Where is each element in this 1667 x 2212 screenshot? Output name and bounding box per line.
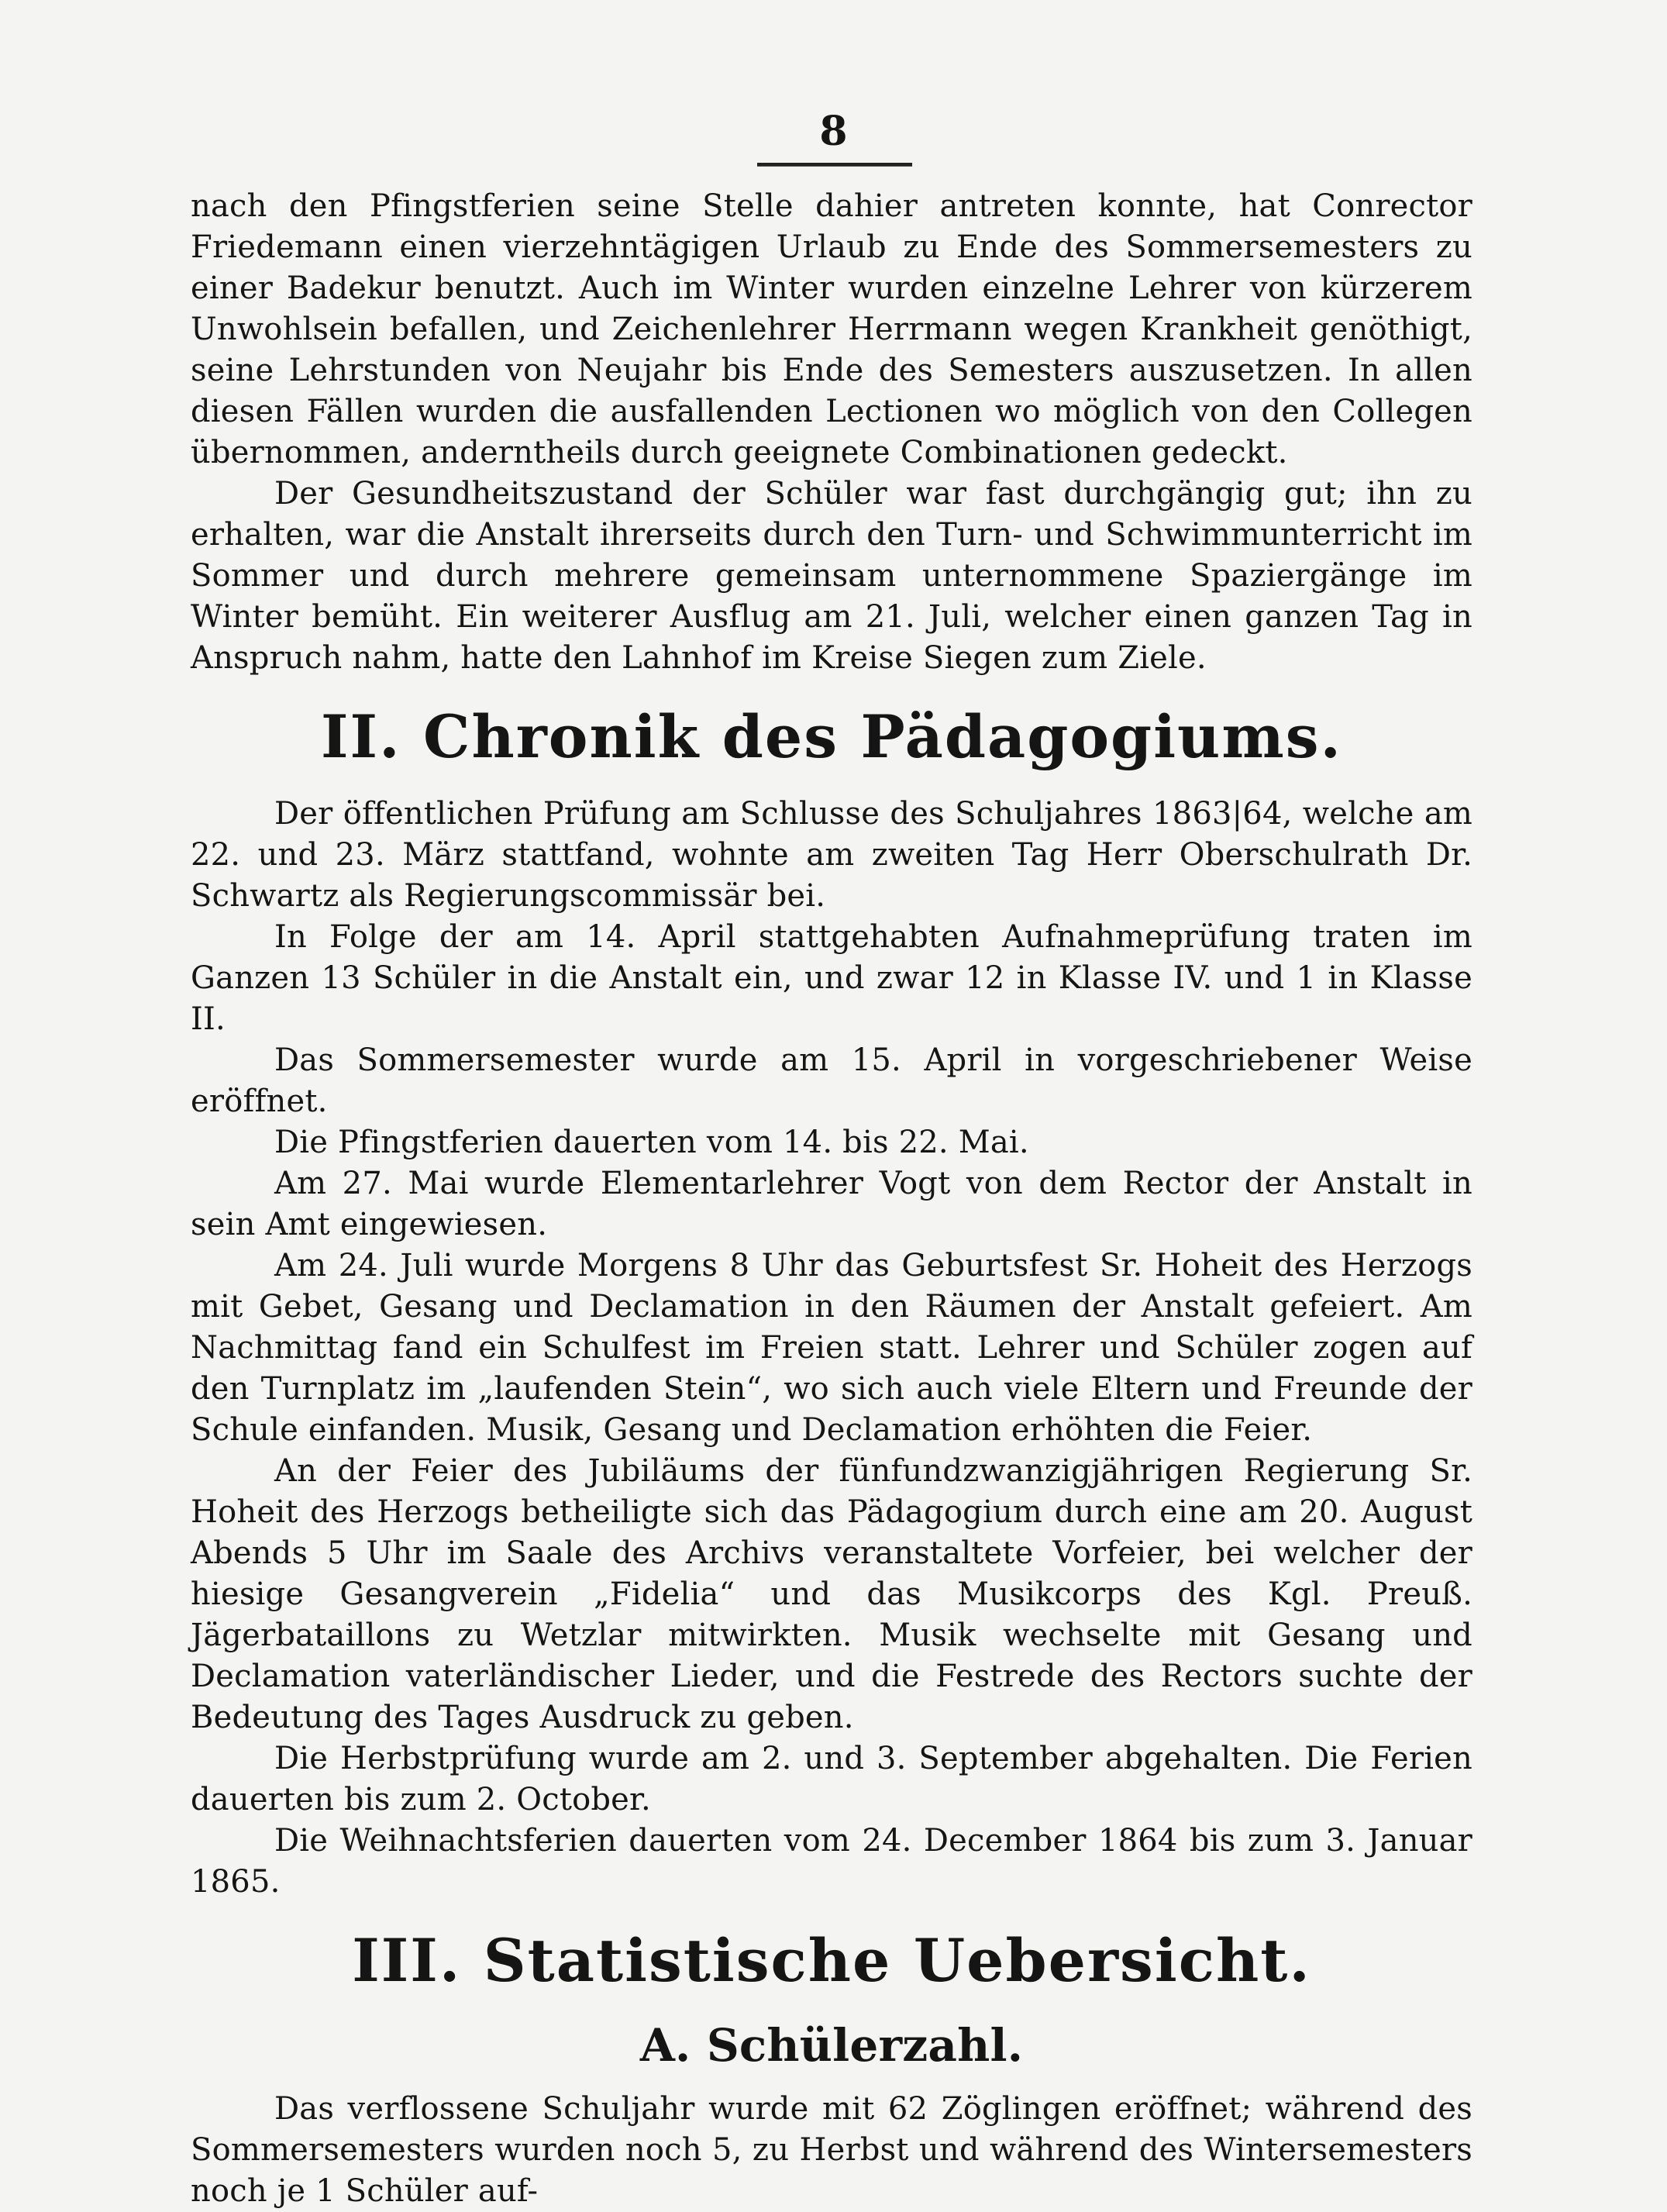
chronik-paragraph-6: Am 24. Juli wurde Morgens 8 Uhr das Geburtsfest Sr. Hoheit des Herzogs mit Gebet, Gesang und Declamation in den Räumen der Anstalt gefeiert. Am Nachmittag fand ein Schulfest im Freien statt. Lehrer und Schüler zogen auf den Turnplatz im „laufenden Stein“, wo sich auch viele Eltern und Freunde der Schule einfanden. Musik, Gesang und Declamation erhöhten die Feier. bbox=[191, 1248, 1472, 1448]
statistik-paragraph-1: Das verflossene Schuljahr wurde mit 62 Zöglingen eröffnet; während des Sommersemesters wurden noch 5, zu Herbst und während des Wintersemesters noch je 1 Schüler auf- bbox=[191, 2091, 1472, 2209]
chronik-paragraph-3: Das Sommersemester wurde am 15. April in vorgeschriebener Weise eröffnet. bbox=[191, 1042, 1472, 1119]
intro-paragraph-2: Der Gesundheitszustand der Schüler war fast durchgängig gut; ihn zu erhalten, war die Anstalt ihrerseits durch den Turn- und Schwimmunterricht im Sommer und durch mehrere gemeinsam unternommene Spaziergänge im Winter bemüht. Ein weiterer Ausflug am 21. Juli, welcher einen ganzen Tag in Anspruch nahm, hatte den Lahnhof im Kreise Siegen zum Ziele. bbox=[191, 476, 1472, 676]
intro-paragraph-1: nach den Pfingstferien seine Stelle dahier antreten konnte, hat Conrector Friedemann einen vierzehntägigen Urlaub zu Ende des Sommersemesters zu einer Badekur benutzt. Auch im Winter wurden einzelne Lehrer von kürzerem Unwohlsein befallen, und Zeichenlehrer Herrmann wegen Krankheit genöthigt, seine Lehrstunden von Neujahr bis Ende des Semesters auszusetzen. In allen diesen Fällen wurden die ausfallenden Lectionen wo möglich von den Collegen übernommen, anderntheils durch geeignete Combinationen gedeckt. bbox=[191, 188, 1472, 470]
chronik-paragraph-4: Die Pfingstferien dauerten vom 14. bis 22. Mai. bbox=[274, 1125, 1029, 1160]
chronik-paragraph-9: Die Weihnachtsferien dauerten vom 24. December 1864 bis zum 3. Januar 1865. bbox=[191, 1823, 1472, 1900]
chronik-paragraph-1: Der öffentlichen Prüfung am Schlusse des Schuljahres 1863|64, welche am 22. und 23. März stattfand, wohnte am zweiten Tag Herr Oberschulrath Dr. Schwartz als Regierungscommissär bei. bbox=[191, 796, 1472, 914]
chronik-paragraph-5: Am 27. Mai wurde Elementarlehrer Vogt von dem Rector der Anstalt in sein Amt eingewiesen. bbox=[191, 1166, 1472, 1242]
page-number-rule bbox=[757, 163, 912, 167]
subsection-title-schuelerzahl: A. Schülerzahl. bbox=[639, 2019, 1024, 2072]
page-number: 8 bbox=[819, 108, 848, 155]
chronik-paragraph-8: Die Herbstprüfung wurde am 2. und 3. September abgehalten. Die Ferien dauerten bis zum 2. October. bbox=[191, 1741, 1472, 1817]
section-title-statistik: III. Statistische Uebersicht. bbox=[352, 1926, 1311, 1995]
body-text bbox=[191, 186, 1472, 2212]
section-title-chronik: II. Chronik des Pädagogiums. bbox=[321, 702, 1342, 771]
chronik-paragraph-2: In Folge der am 14. April stattgehabten Aufnahmeprüfung traten im Ganzen 13 Schüler in die Anstalt ein, und zwar 12 in Klasse IV. und 1 in Klasse II. bbox=[191, 919, 1472, 1037]
chronik-paragraph-7: An der Feier des Jubiläums der fünfundzwanzigjährigen Regierung Sr. Hoheit des Herzogs betheiligte sich das Pädagogium durch eine am 20. August Abends 5 Uhr im Saale des Archivs veranstaltete Vorfeier, bei welcher der hiesige Gesangverein „Fidelia“ und das Musikcorps des Kgl. Preuß. Jägerbataillons zu Wetzlar mitwirkten. Musik wechselte mit Gesang und Declamation vaterländischer Lieder, und die Festrede des Rectors suchte der Bedeutung des Tages Ausdruck zu geben. bbox=[191, 1453, 1472, 1735]
